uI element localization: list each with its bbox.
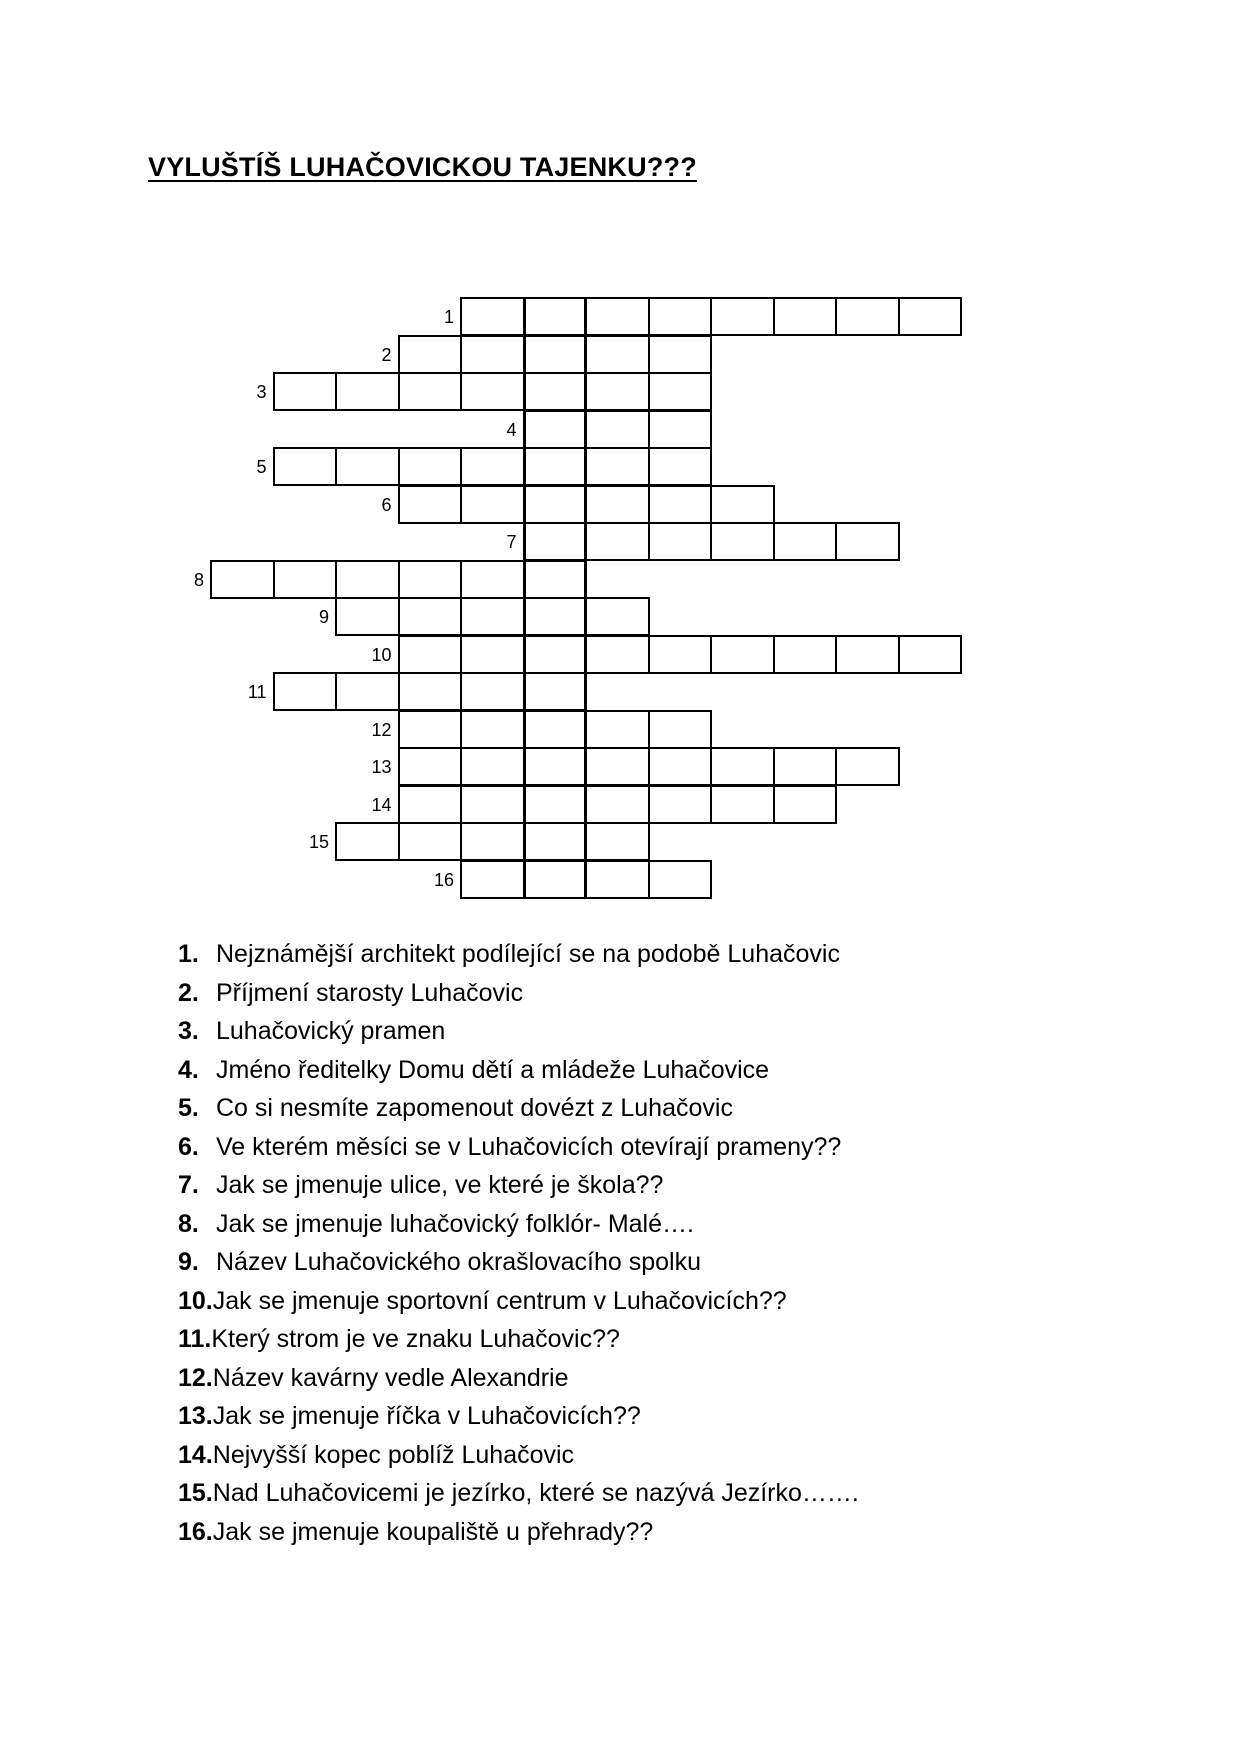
clue-item — [178, 1513, 859, 1552]
clue-item — [178, 1359, 859, 1398]
crossword-cell[interactable] — [460, 785, 525, 824]
crossword-key-cell[interactable] — [523, 597, 588, 636]
crossword-cell[interactable] — [398, 447, 463, 486]
crossword-cell[interactable] — [585, 372, 650, 411]
clue-item — [178, 974, 859, 1013]
clue-item — [178, 1320, 859, 1359]
crossword-cell[interactable] — [648, 785, 713, 824]
crossword-cell[interactable] — [335, 597, 400, 636]
clue-text: Název kavárny vedle Alexandrie — [212, 1363, 569, 1392]
clue-item — [178, 1474, 859, 1513]
crossword-cell[interactable] — [585, 597, 650, 636]
row-number: 11 — [247, 682, 267, 702]
clue-text: Nad Luhačovicemi je jezírko, které se nazývá Jezírko……. — [212, 1479, 859, 1507]
crossword-cell[interactable] — [773, 522, 838, 561]
clue-number: 3. — [178, 1017, 199, 1045]
crossword-cell[interactable] — [460, 447, 525, 486]
crossword-key-cell[interactable] — [523, 785, 588, 824]
crossword-cell[interactable] — [398, 335, 463, 374]
row-number: 10 — [371, 644, 392, 665]
clue-text: Který strom je ve znaku Luhačovic?? — [211, 1325, 620, 1353]
crossword-cell[interactable] — [648, 410, 713, 449]
crossword-cell[interactable] — [835, 635, 900, 674]
row-number: 4 — [506, 419, 517, 440]
row-number: 8 — [193, 569, 204, 590]
crossword-cell[interactable] — [710, 635, 775, 674]
crossword-cell[interactable] — [585, 747, 650, 786]
crossword-cell[interactable] — [398, 785, 463, 824]
crossword-cell[interactable] — [710, 747, 775, 786]
crossword-cell[interactable] — [773, 785, 838, 824]
row-number: 3 — [256, 382, 267, 402]
crossword-cell[interactable] — [648, 860, 713, 899]
crossword-cell[interactable] — [335, 447, 400, 486]
clue-number: 1. — [178, 940, 199, 968]
crossword-cell[interactable] — [585, 522, 650, 561]
crossword-key-cell[interactable] — [523, 635, 588, 674]
clue-item — [178, 1397, 859, 1436]
crossword-cell[interactable] — [398, 635, 463, 674]
clue-number: 16. — [178, 1517, 213, 1546]
crossword-cell[interactable] — [585, 485, 650, 524]
clue-text: Nejvyšší kopec poblíž Luhačovic — [212, 1440, 575, 1469]
clue-item — [178, 1166, 859, 1205]
clue-item — [178, 1051, 859, 1090]
crossword-cell[interactable] — [648, 635, 713, 674]
crossword-key-cell[interactable] — [523, 672, 588, 711]
row-number: 13 — [371, 757, 392, 777]
clue-number: 8. — [178, 1209, 199, 1238]
clue-list — [178, 935, 859, 1551]
crossword-cell[interactable] — [398, 560, 463, 599]
clue-item — [178, 1089, 859, 1128]
crossword-cell[interactable] — [585, 410, 650, 449]
crossword-cell[interactable] — [460, 597, 525, 636]
crossword-cell[interactable] — [210, 560, 275, 599]
crossword-cell[interactable] — [460, 635, 525, 674]
crossword-cell[interactable] — [648, 485, 713, 524]
crossword-cell[interactable] — [585, 335, 650, 374]
crossword-key-cell[interactable] — [523, 860, 588, 899]
crossword-cell[interactable] — [398, 672, 463, 711]
clue-item — [178, 1436, 859, 1475]
clue-text: Jak se jmenuje koupaliště u přehrady?? — [212, 1517, 654, 1546]
clue-text: Nejznámější architekt podílející se na podobě Luhačovic — [216, 940, 840, 968]
crossword-cell[interactable] — [710, 522, 775, 561]
row-number: 5 — [256, 457, 267, 477]
clue-number: 5. — [178, 1094, 199, 1122]
crossword-key-cell[interactable] — [523, 560, 588, 599]
crossword-cell[interactable] — [585, 860, 650, 899]
row-number: 16 — [433, 869, 454, 890]
clue-text: Jak se jmenuje říčka v Luhačovicích?? — [212, 1402, 641, 1430]
crossword-cell[interactable] — [460, 672, 525, 711]
crossword-cell[interactable] — [335, 372, 400, 411]
crossword-cell[interactable] — [648, 747, 713, 786]
crossword-key-cell[interactable] — [523, 485, 588, 524]
row-number: 1 — [443, 307, 454, 327]
crossword-cell[interactable] — [773, 747, 838, 786]
crossword-cell[interactable] — [710, 485, 775, 524]
crossword-cell[interactable] — [460, 710, 525, 749]
crossword-cell[interactable] — [648, 297, 713, 336]
crossword-cell[interactable] — [335, 672, 400, 711]
crossword-cell[interactable] — [585, 447, 650, 486]
crossword-key-cell[interactable] — [523, 447, 588, 486]
crossword-cell[interactable] — [335, 822, 400, 861]
clue-text: Ve kterém měsíci se v Luhačovicích otevírají prameny?? — [216, 1132, 842, 1161]
crossword-cell[interactable] — [273, 560, 338, 599]
crossword-cell[interactable] — [648, 522, 713, 561]
row-number: 2 — [381, 344, 392, 365]
clue-item — [178, 1282, 859, 1321]
clue-text: Název Luhačovického okrašlovacího spolku — [216, 1248, 701, 1276]
crossword-cell[interactable] — [648, 447, 713, 486]
clue-item — [178, 935, 859, 974]
crossword-key-cell[interactable] — [523, 522, 588, 561]
clue-number: 7. — [178, 1171, 199, 1199]
clue-number: 15. — [178, 1479, 213, 1507]
crossword-cell[interactable] — [585, 710, 650, 749]
clue-number: 4. — [178, 1055, 199, 1084]
crossword-cell[interactable] — [835, 522, 900, 561]
crossword-key-cell[interactable] — [523, 335, 588, 374]
crossword-cell[interactable] — [273, 672, 338, 711]
clue-item — [178, 1012, 859, 1051]
crossword-cell[interactable] — [898, 297, 963, 336]
crossword-cell[interactable] — [585, 785, 650, 824]
crossword-cell[interactable] — [835, 297, 900, 336]
row-number: 7 — [506, 532, 517, 552]
crossword-cell[interactable] — [460, 560, 525, 599]
crossword-cell[interactable] — [398, 372, 463, 411]
crossword-cell[interactable] — [398, 485, 463, 524]
clue-number: 12. — [178, 1363, 213, 1392]
clue-number: 10. — [178, 1286, 213, 1315]
crossword-cell[interactable] — [585, 297, 650, 336]
crossword-cell[interactable] — [460, 822, 525, 861]
crossword-cell[interactable] — [648, 335, 713, 374]
row-number: 6 — [381, 494, 392, 515]
crossword-cell[interactable] — [460, 297, 525, 336]
clue-number: 11. — [178, 1325, 212, 1353]
clue-text: Jak se jmenuje ulice, ve které je škola?? — [216, 1171, 664, 1199]
crossword-cell[interactable] — [585, 635, 650, 674]
crossword-cell[interactable] — [460, 485, 525, 524]
crossword-cell[interactable] — [648, 710, 713, 749]
crossword-cell[interactable] — [398, 822, 463, 861]
crossword-cell[interactable] — [648, 372, 713, 411]
clue-text: Jak se jmenuje luhačovický folklór- Malé…. — [216, 1209, 694, 1238]
crossword-cell[interactable] — [335, 560, 400, 599]
crossword-key-cell[interactable] — [523, 372, 588, 411]
row-number: 14 — [371, 794, 392, 815]
crossword-cell[interactable] — [585, 822, 650, 861]
clue-text: Luhačovický pramen — [216, 1017, 446, 1045]
crossword-cell[interactable] — [273, 447, 338, 486]
crossword-key-cell[interactable] — [523, 822, 588, 861]
crossword-cell[interactable] — [773, 297, 838, 336]
crossword-key-cell[interactable] — [523, 710, 588, 749]
clue-text: Jak se jmenuje sportovní centrum v Luhačovicích?? — [212, 1286, 787, 1315]
crossword-key-cell[interactable] — [523, 297, 588, 336]
clue-item — [178, 1128, 859, 1167]
row-number: 12 — [371, 719, 392, 740]
clue-number: 9. — [178, 1248, 199, 1276]
crossword-cell[interactable] — [898, 635, 963, 674]
crossword-key-cell[interactable] — [523, 410, 588, 449]
crossword-cell[interactable] — [710, 785, 775, 824]
row-number: 9 — [318, 607, 329, 627]
clue-item — [178, 1243, 859, 1282]
clue-item — [178, 1205, 859, 1244]
crossword-key-cell[interactable] — [523, 747, 588, 786]
clue-number: 2. — [178, 978, 199, 1007]
crossword-cell[interactable] — [398, 747, 463, 786]
clue-number: 14. — [178, 1440, 213, 1469]
crossword-cell[interactable] — [460, 335, 525, 374]
crossword-cell[interactable] — [273, 372, 338, 411]
crossword-cell[interactable] — [835, 747, 900, 786]
crossword-cell[interactable] — [398, 597, 463, 636]
clue-number: 13. — [178, 1402, 213, 1430]
crossword-cell[interactable] — [398, 710, 463, 749]
crossword-cell[interactable] — [460, 860, 525, 899]
crossword-cell[interactable] — [460, 747, 525, 786]
clue-number: 6. — [178, 1132, 199, 1161]
crossword-cell[interactable] — [710, 297, 775, 336]
crossword-cell[interactable] — [460, 372, 525, 411]
crossword-cell[interactable] — [773, 635, 838, 674]
row-number: 15 — [308, 832, 329, 852]
clue-text: Co si nesmíte zapomenout dovézt z Luhačovic — [216, 1094, 733, 1122]
page-title: VYLUŠTÍŠ LUHAČOVICKOU TAJENKU??? — [148, 152, 697, 182]
clue-text: Příjmení starosty Luhačovic — [216, 978, 524, 1007]
clue-text: Jméno ředitelky Domu dětí a mládeže Luhačovice — [216, 1055, 770, 1084]
